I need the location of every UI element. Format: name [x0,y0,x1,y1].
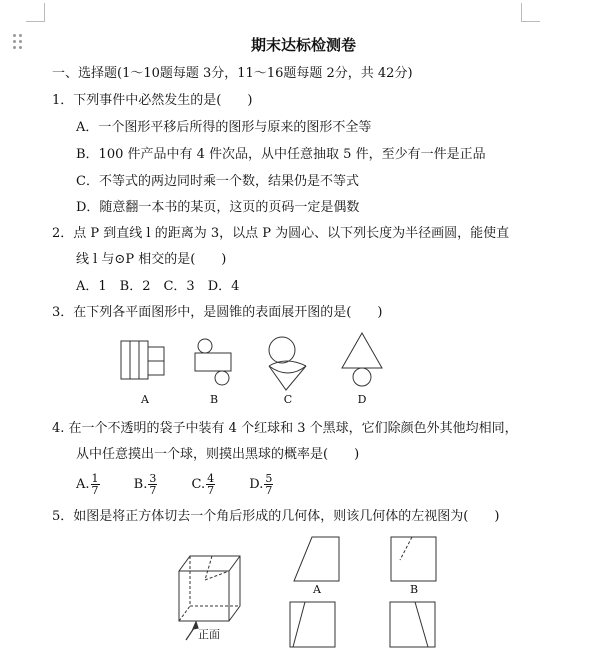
denominator: 7 [149,484,157,497]
page-title: 期末达标检测卷 [250,36,356,54]
denominator: 7 [265,484,273,497]
question-1-option-c: C．不等式的两边同时乘一个数，结果仍是不等式 [76,174,359,189]
view-a-trapezoid [294,537,339,581]
question-5-stem: 5．如图是将正方体切去一个角后形成的几何体，则该几何体的左视图为( ) [52,509,500,524]
cut-cube-figure [179,556,240,621]
question-2-options: A．1 B．2 C．3 D．4 [76,279,240,294]
figure-a-label: A [141,393,149,406]
option-label: A. [76,477,90,492]
question-4-stem-line2: 从中任意摸出一个球，则摸出黑球的概率是( ) [76,447,360,462]
question-2-stem-line1: 2．点 P 到直线 l 的距离为 3，以点 P 为圆心、以下列长度为半径画圆，能使直 [52,226,510,241]
view-c-square-diagonal [290,602,335,647]
view-d-square-diagonal [390,602,435,647]
figure-d-label: D [357,393,367,406]
numerator: 4 [207,472,215,485]
question-1-option-d: D．随意翻一本书的某页，这页的页码一定是偶数 [76,200,360,215]
option-label: C. [191,477,206,492]
question-4-stem-line1: 4. 在一个不透明的袋子中装有 4 个红球和 3 个黑球，它们除颜色外其他均相同， [52,421,518,436]
numerator: 1 [91,472,99,485]
denominator: 7 [91,484,99,497]
numerator: 5 [265,472,273,485]
figure-c-label: C [283,393,293,406]
question-3-stem: 3．在下列各平面图形中，是圆锥的表面展开图的是( ) [52,305,383,320]
view-b-label: B [409,583,419,596]
question-2-stem-line2: 线 l 与⊙P 相交的是( ) [76,252,227,267]
numerator: 3 [149,472,157,485]
question-1-option-b: B．100 件产品中有 4 件次品，从中任意抽取 5 件，至少有一件是正品 [76,147,486,162]
denominator: 7 [207,484,215,497]
section-heading: 一、选择题(1～10题每题 3分，11～16题每题 2分，共 42分) [52,66,413,81]
question-1-option-a: A．一个图形平移后所得的图形与原来的图形不全等 [76,120,372,135]
option-label: D. [249,477,264,492]
question-1-stem: 1．下列事件中必然发生的是( ) [52,93,253,108]
figure-b-label: B [209,393,219,406]
view-b-square-dashed [391,537,436,581]
view-a-label: A [313,583,321,596]
front-label: 正面 [198,628,220,641]
option-label: B. [133,477,148,492]
